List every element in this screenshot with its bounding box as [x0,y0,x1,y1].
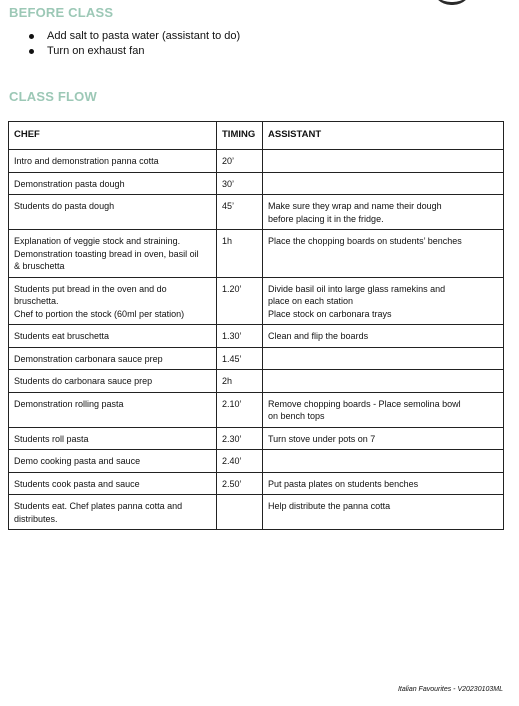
cell-assistant-line: Put pasta plates on students benches [268,478,419,489]
cell-timing: 2.30’ [217,427,263,450]
cell-timing: 30’ [217,172,263,195]
cell-assistant-line: Place the chopping boards on students’ benches [268,236,462,246]
cell-chef [9,325,217,348]
column-header-chef: CHEF [9,122,217,150]
cell-timing: 1.45’ [217,347,263,370]
cell-assistant [263,427,504,450]
cell-assistant-line: place on each station [268,296,354,306]
cell-chef-line: distributes. [14,513,58,524]
list-item [27,29,240,44]
cell-assistant-line: Clean and flip the boards [268,331,369,341]
cell-timing: 20’ [217,150,263,173]
cell-chef [9,450,217,473]
cell-chef-line: & bruschetta [14,261,65,271]
bullet-icon [29,49,34,54]
cell-chef-line: Demonstration pasta dough [14,178,125,189]
cell-assistant-line: Turn stove under pots on 7 [268,433,376,444]
cell-timing: 2.10’ [217,392,263,427]
cell-assistant [263,325,504,348]
cell-chef-line: Students roll pasta [14,433,89,444]
cell-timing: 2h [217,370,263,393]
cell-assistant-line: on bench tops [268,411,325,421]
cell-chef-line: Students put bread in the oven and do [14,283,167,294]
cell-timing: 1.20’ [217,277,263,325]
table-row [9,277,504,325]
cell-assistant [263,277,504,325]
cell-chef-line: Chef to portion the stock (60ml per station) [14,308,185,319]
cell-assistant [263,472,504,495]
class-flow-table [8,121,504,530]
table-row [9,172,504,195]
table-row [9,370,504,393]
cell-assistant-line: Divide basil oil into large glass ramekins and [268,283,446,294]
before-class-heading: BEFORE CLASS [9,5,114,20]
cell-chef [9,495,217,530]
cell-assistant-line: Help distribute the panna cotta [268,501,391,511]
cell-chef-line: Demonstration toasting bread in oven, basil oil [14,248,199,259]
cell-assistant-line: Remove chopping boards - Place semolina bowl [268,398,461,409]
decorative-corner-shape [432,0,472,5]
document-footer: Italian Favourites - V20230103ML [397,686,503,693]
table-row [9,150,504,173]
list-item-text: Turn on exhaust fan [47,45,145,57]
cell-chef [9,195,217,230]
column-header-assistant: ASSISTANT [263,122,504,150]
cell-timing: 2.50’ [217,472,263,495]
cell-assistant [263,347,504,370]
before-class-list [27,29,240,59]
cell-chef [9,230,217,278]
table-row [9,495,504,530]
cell-timing: 1h [217,230,263,278]
cell-chef [9,370,217,393]
cell-timing: 1.30’ [217,325,263,348]
table-row [9,427,504,450]
cell-chef [9,172,217,195]
cell-chef [9,392,217,427]
list-item-text: Add salt to pasta water (assistant to do) [47,30,241,42]
table-row [9,472,504,495]
cell-chef [9,150,217,173]
cell-assistant [263,230,504,278]
cell-timing: 2.40’ [217,450,263,473]
list-item [27,44,240,59]
cell-chef-line: Students do carbonara sauce prep [14,376,153,386]
cell-assistant [263,195,504,230]
cell-assistant-line: Make sure they wrap and name their dough [268,201,442,211]
column-header-timing: TIMING [217,122,263,150]
cell-assistant [263,495,504,530]
cell-assistant-line: before placing it in the fridge. [268,213,384,224]
cell-assistant [263,450,504,473]
table-row [9,325,504,348]
cell-chef-line: Intro and demonstration panna cotta [14,156,159,166]
bullet-icon [29,34,34,39]
cell-assistant-line: Place stock on carbonara trays [268,308,392,319]
table-row [9,450,504,473]
cell-chef [9,277,217,325]
cell-chef-line: Demonstration rolling pasta [14,398,124,409]
table-header-row [9,122,504,150]
cell-assistant [263,370,504,393]
cell-chef-line: Demo cooking pasta and sauce [14,456,141,466]
cell-chef-line: Students eat bruschetta [14,331,110,341]
cell-chef-line: Students eat. Chef plates panna cotta and [14,501,183,511]
cell-timing: 45’ [217,195,263,230]
cell-chef-line: bruschetta. [14,296,59,306]
class-flow-table-body [9,150,504,530]
table-row [9,230,504,278]
cell-assistant [263,392,504,427]
class-flow-heading: CLASS FLOW [9,89,97,104]
table-row [9,347,504,370]
cell-chef [9,427,217,450]
cell-chef-line: Students do pasta dough [14,201,115,211]
cell-chef-line: Explanation of veggie stock and straining. [14,236,181,246]
table-row [9,392,504,427]
cell-chef [9,347,217,370]
cell-assistant [263,172,504,195]
cell-chef [9,472,217,495]
cell-chef-line: Students cook pasta and sauce [14,478,140,489]
cell-assistant [263,150,504,173]
cell-chef-line: Demonstration carbonara sauce prep [14,353,163,364]
cell-timing [217,495,263,530]
table-row [9,195,504,230]
